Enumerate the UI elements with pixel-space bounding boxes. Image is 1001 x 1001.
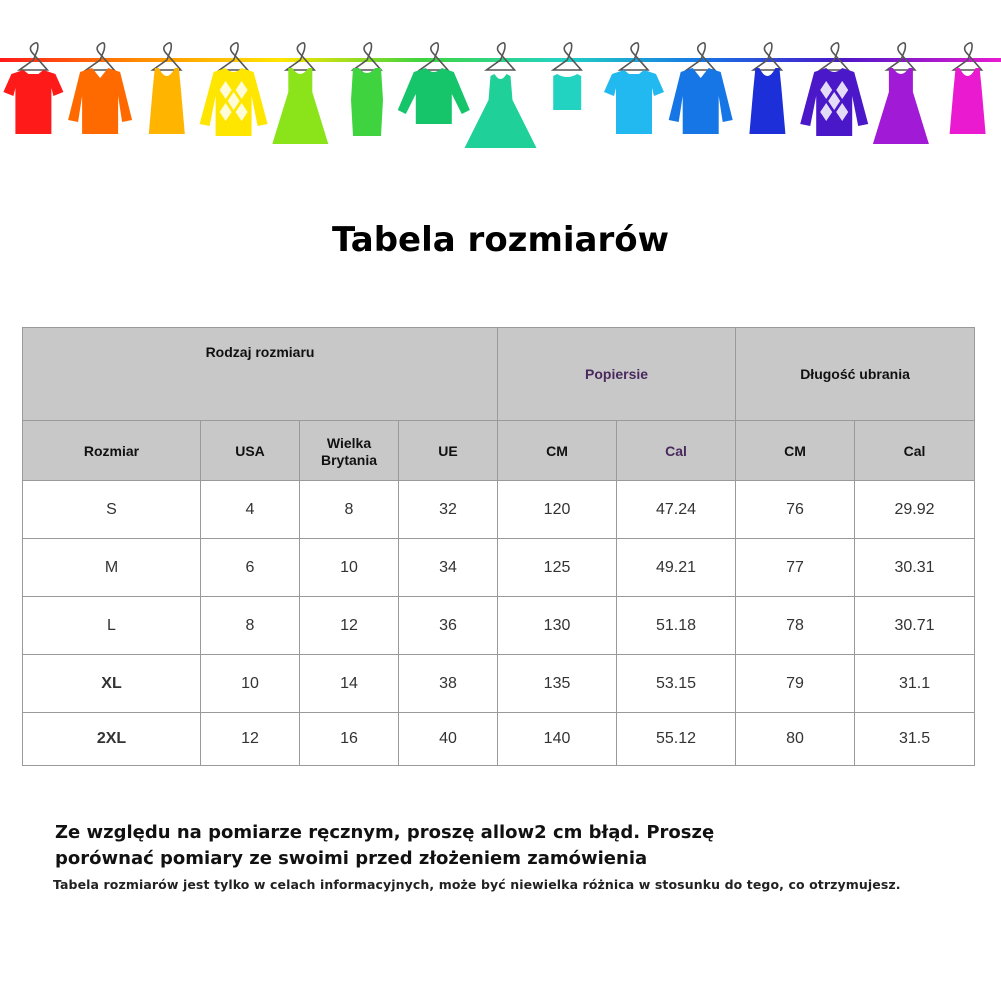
uk-cell: 16	[300, 713, 399, 766]
bust-cm-cell: 140	[498, 713, 617, 766]
garment-shape	[604, 70, 664, 134]
garment-shape	[950, 68, 986, 134]
size-cell: XL	[23, 655, 201, 713]
measurement-note-line-1: Ze względu na pomiarze ręcznym, proszę allow2 cm błąd. Proszę	[55, 822, 715, 843]
subheader-size: Rozmiar	[23, 421, 201, 481]
usa-cell: 8	[201, 597, 300, 655]
group-header-bust: Popiersie	[498, 328, 736, 421]
sweater-icon	[398, 43, 470, 124]
bust-cm-cell: 130	[498, 597, 617, 655]
length-cm-cell: 77	[736, 539, 855, 597]
top-icon	[351, 43, 383, 136]
subheader-uk-label: Wielka Brytania	[320, 434, 378, 468]
argyle-sweater-icon	[200, 43, 268, 136]
length-cm-cell: 78	[736, 597, 855, 655]
subheader-uk	[300, 421, 399, 481]
tshirt-icon	[604, 43, 664, 134]
garment-shape	[3, 70, 63, 134]
length-inch-cell: 31.1	[855, 655, 975, 713]
tank-top-icon	[950, 43, 986, 134]
hanger-icon	[420, 43, 448, 70]
subheader-row	[23, 421, 975, 481]
subheader-length-inch: Cal	[855, 421, 975, 481]
tank-top-icon	[749, 43, 785, 134]
hanger-icon	[553, 43, 581, 70]
subheader-bust-inch: Cal	[617, 421, 736, 481]
table-row	[23, 655, 975, 713]
shirt-icon	[669, 43, 733, 134]
bust-cm-cell: 125	[498, 539, 617, 597]
garment-shape	[351, 68, 383, 136]
length-cm-cell: 76	[736, 481, 855, 539]
eu-cell: 34	[399, 539, 498, 597]
length-cm-cell: 79	[736, 655, 855, 713]
table-row	[23, 481, 975, 539]
garment-shape	[272, 68, 328, 144]
size-cell: M	[23, 539, 201, 597]
size-cell: S	[23, 481, 201, 539]
uk-cell: 10	[300, 539, 399, 597]
subheader-bust-cm: CM	[498, 421, 617, 481]
hanger-icon	[753, 43, 781, 70]
length-cm-cell: 80	[736, 713, 855, 766]
garment-shape	[873, 68, 929, 144]
hanger-icon	[86, 43, 114, 70]
uk-cell: 14	[300, 655, 399, 713]
hanger-icon	[887, 43, 915, 70]
usa-cell: 4	[201, 481, 300, 539]
argyle-sweater-icon	[800, 43, 868, 136]
bust-cm-cell: 135	[498, 655, 617, 713]
subheader-eu: UE	[399, 421, 498, 481]
garment-shape	[749, 68, 785, 134]
table-row	[23, 713, 975, 766]
usa-cell: 6	[201, 539, 300, 597]
eu-cell: 32	[399, 481, 498, 539]
hanger-icon	[353, 43, 381, 70]
eu-cell: 40	[399, 713, 498, 766]
usa-cell: 10	[201, 655, 300, 713]
hanger-icon	[286, 43, 314, 70]
hanger-icon	[220, 43, 248, 70]
bust-inch-cell: 47.24	[617, 481, 736, 539]
hanger-icon	[820, 43, 848, 70]
usa-cell: 12	[201, 713, 300, 766]
group-header-row	[23, 328, 975, 421]
bust-inch-cell: 49.21	[617, 539, 736, 597]
hanger-icon	[954, 43, 982, 70]
uk-cell: 8	[300, 481, 399, 539]
eu-cell: 36	[399, 597, 498, 655]
hanger-icon	[487, 43, 515, 70]
size-cell: 2XL	[23, 713, 201, 766]
garment-shape	[553, 74, 581, 110]
disclaimer-text: Tabela rozmiarów jest tylko w celach informacyjnych, może być niewielka różnica w stosunku do tego, co otrzymujesz.	[53, 877, 901, 892]
measurement-note	[55, 820, 955, 872]
garment-shape	[398, 68, 470, 124]
shirt-icon	[68, 43, 132, 134]
hanger-icon	[153, 43, 181, 70]
group-header-size-type: Rodzaj rozmiaru	[23, 328, 498, 421]
bust-cm-cell: 120	[498, 481, 617, 539]
group-header-garment-length: Długość ubrania	[736, 328, 975, 421]
size-table	[22, 327, 975, 766]
hanger-icon	[19, 43, 47, 70]
length-inch-cell: 30.31	[855, 539, 975, 597]
length-inch-cell: 29.92	[855, 481, 975, 539]
garment-shape	[149, 68, 185, 134]
subheader-length-cm: CM	[736, 421, 855, 481]
hanger-icon	[687, 43, 715, 70]
camisole-icon	[553, 43, 581, 110]
size-cell: L	[23, 597, 201, 655]
length-inch-cell: 31.5	[855, 713, 975, 766]
clothesline-banner	[0, 40, 1001, 165]
garment-shape	[465, 74, 537, 148]
bust-inch-cell: 55.12	[617, 713, 736, 766]
measurement-note-line-2: porównać pomiary ze swoimi przed złożeniem zamówienia	[55, 848, 648, 869]
subheader-usa: USA	[201, 421, 300, 481]
length-inch-cell: 30.71	[855, 597, 975, 655]
hanger-icon	[620, 43, 648, 70]
table-row	[23, 539, 975, 597]
eu-cell: 38	[399, 655, 498, 713]
uk-cell: 12	[300, 597, 399, 655]
garment-shape	[68, 68, 132, 134]
tshirt-icon	[3, 43, 63, 134]
bust-inch-cell: 51.18	[617, 597, 736, 655]
table-row	[23, 597, 975, 655]
page-title: Tabela rozmiarów	[331, 220, 670, 260]
garment-shape	[669, 68, 733, 134]
bust-inch-cell: 53.15	[617, 655, 736, 713]
tank-top-icon	[149, 43, 185, 134]
